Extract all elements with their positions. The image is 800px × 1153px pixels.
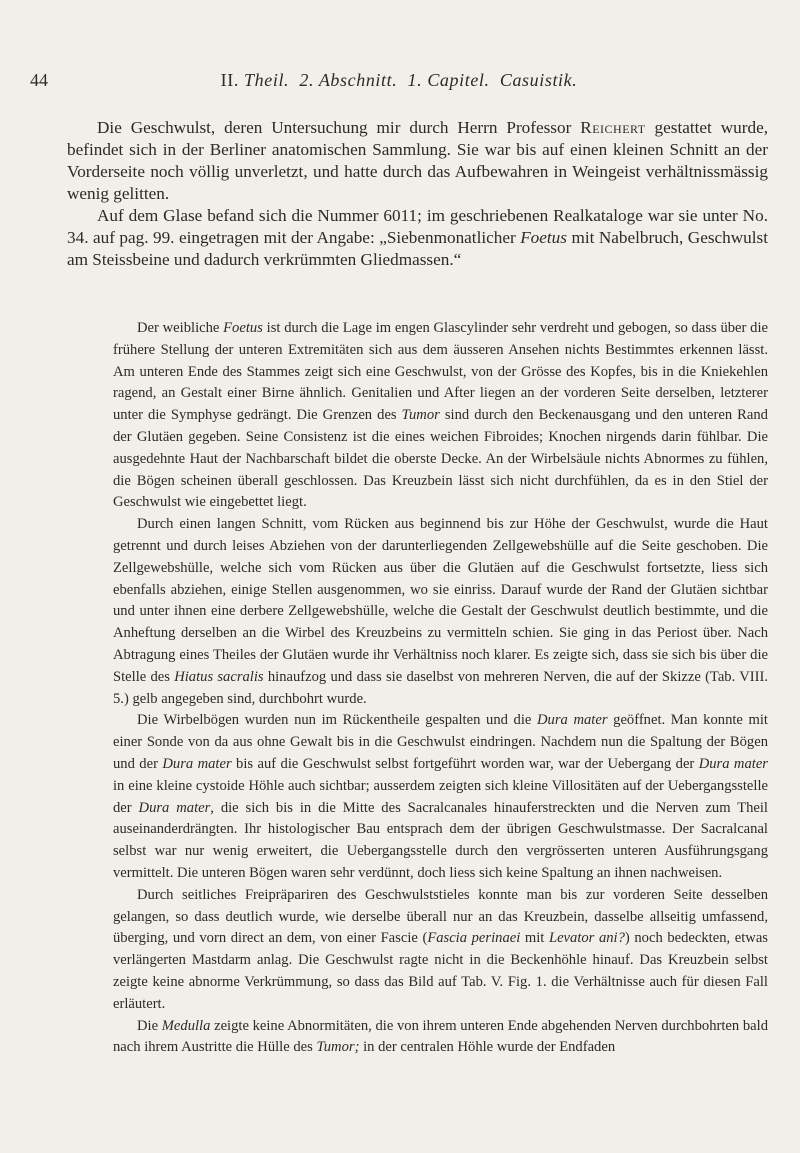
text-run: Die <box>137 1017 162 1034</box>
italic-term: Foetus <box>223 320 263 336</box>
text-run: in eine kleine cystoide Höhle auch sichtbar; ausserdem zeigten sich kleine Villositäten auf der Uebergangsstelle der <box>113 777 768 816</box>
running-head-capitel: 1. Capitel. <box>407 70 490 90</box>
text-run: zeigte keine Abnormitäten, die von ihrem unteren Ende abgehenden Nerven durchbohrten bald nach ihrem Austritte die Hülle des <box>113 1017 768 1056</box>
text-run: ist durch die Lage im engen Glascylinder sehr verdreht und gebogen, so dass über die frühere Stellung der unteren Extremitäten sich aus dem äusseren Ansehen nichts Bestimmtes erkennen lässt. Am unteren Ende des Stammes zeigt sich eine Geschwulst, von der Grösse des Kopfes, bis in die Kniekehlen ragend, an Gestalt einer Birne ähnlich. Genitalien und After liegen an der vorderen Seite derselben, letzterer unter die Symphyse gedrängt. Die Grenzen des <box>113 320 768 424</box>
page-header <box>30 70 768 96</box>
paragraph-external-exam <box>113 318 768 514</box>
italic-term: Dura mater <box>138 799 211 816</box>
main-text <box>67 117 768 271</box>
italic-term: Dura mater <box>162 755 232 772</box>
paragraph-vertebrae <box>113 710 768 884</box>
text-run: geöffnet. Man konnte mit einer Sonde von da aus ohne Gewalt bis in die Geschwulst eindringen. Nachdem nun die Spaltung der Bögen und der <box>113 712 768 772</box>
italic-term: Hiatus sacralis <box>174 668 264 685</box>
paragraph-stalk <box>113 885 768 1016</box>
text-run: hinaufzog und dass sie daselbst von mehreren Nerven, die auf der Skizze (Tab. VIII. 5.) gelb angegeben sind, durchbohrt wurde. <box>113 668 768 707</box>
paragraph-medulla <box>113 1016 768 1060</box>
page-number: 44 <box>30 70 48 90</box>
paragraph-intro <box>67 117 768 205</box>
text-run: Die Geschwulst, deren Untersuchung mir durch Herrn Professor <box>97 118 581 137</box>
text-run: Der weibliche <box>137 320 224 336</box>
text-run: Auf dem Glase befand sich die Nummer 6011; im geschriebenen Realkataloge war sie unter No. 34. auf pag. 99. eingetragen mit der Angabe: „Siebenmonatlicher <box>67 206 768 247</box>
paragraph-dissection <box>113 514 768 710</box>
case-description <box>113 318 768 1059</box>
italic-term: Dura mater <box>698 755 768 772</box>
italic-term: Medulla <box>161 1017 211 1034</box>
running-head-part: II. <box>220 70 239 90</box>
text-run: , die sich bis in die Mitte des Sacralcanales hinauferstreckten und die Nerven zum Theil auseinanderdrängten. Ihr histologischer Bau entsprach dem der übrigen Geschwulstmasse. Der Sacralcanal selbst war nur wenig erweitert, die Uebergangsstelle durch den vergrösserten unteren Ausführungsgang vermittelt. Die unteren Bögen waren sehr verdünnt, doch liess sich keine Spaltung an ihnen nachweisen. <box>113 799 768 881</box>
running-head <box>30 70 768 91</box>
text-run: bis auf die Geschwulst selbst fortgeführt worden war, war der Uebergang der <box>231 755 699 772</box>
italic-term: Foetus <box>520 228 567 247</box>
running-head-casuistik: Casuistik. <box>499 70 578 90</box>
italic-term: Tumor <box>401 407 440 424</box>
author-name: Reichert <box>580 118 646 137</box>
running-head-theil: Theil. <box>244 70 290 90</box>
paragraph-catalogue <box>67 205 768 271</box>
text-run: gestattet wurde, befindet sich in der Berliner anatomischen Sammlung. Sie war bis auf einen kleinen Schnitt an der Vorderseite noch völlig unverletzt, und hatte durch das Aufbewahren in Weingeist verhältnissmässig wenig gelitten. <box>67 118 768 203</box>
text-run: sind durch den Beckenausgang und den unteren Rand der Glutäen gegeben. Seine Consistenz ist die eines weichen Fibroides; Knochen nirgends darin fühlbar. Die ausgedehnte Haut der Nachbarschaft bildet die oberste Decke. An der Wirbelsäule nichts Abnormes zu fühlen, die Bögen scheinen überall geschlossen. Das Kreuzbein lässt sich nicht durchfühlen, da es in den Stiel der Geschwulst wie eingebettet liegt. <box>113 407 768 511</box>
text-run: ) noch bedeckten, etwas verlängerten Mastdarm anlag. Die Geschwulst ragte nicht in die Beckenhöhle hinauf. Das Kreuzbein selbst zeigte keine abnorme Verkrümmung, so dass das Bild auf Tab. V. Fig. 1. die Verhältnisse auch für diesen Fall erläutert. <box>113 930 768 1012</box>
italic-term: Dura mater <box>537 712 608 729</box>
text-run: in der centralen Höhle wurde der Endfaden <box>359 1039 616 1056</box>
italic-term: Levator ani? <box>548 930 625 947</box>
italic-term: Tumor; <box>316 1039 360 1056</box>
text-run: mit <box>520 930 549 947</box>
italic-term: Fascia perinaei <box>427 930 521 947</box>
text-run: Durch seitliches Freipräpariren des Geschwulststieles konnte man bis zur vorderen Seite desselben gelangen, so dass deutlich wurde, wie derselbe überall nur an das Kreuzbein, dasselbe allseitig umfassend, überging, und vorn direct an dem, von einer Fascie ( <box>113 886 768 947</box>
running-head-abschnitt: 2. Abschnitt. <box>299 70 398 90</box>
text-run: mit Nabelbruch, Geschwulst am Steissbeine und dadurch verkrümmten Gliedmassen.“ <box>67 228 769 269</box>
text-run: Durch einen langen Schnitt, vom Rücken aus beginnend bis zur Höhe der Geschwulst, wurde die Haut getrennt und durch leises Abziehen von der darunterliegenden Zellgewebshülle auf die Seite geschoben. Die Zellgewebshülle, welche sich vom Rücken aus über die Glutäen auf die Geschwulst fortsetzte, liess sich ebenfalls abziehen, einige Stellen ausgenommen, wo sie einriss. Darauf wurde der Rand der Glutäen sichtbar und unter ihnen eine derbere Zellgewebshülle, welche die Gestalt der Geschwulst deutlich bestimmte, und die Anheftung derselben an die Wirbel des Kreuzbeins zu vermitteln schien. Sie ging in das Periost über. Nach Abtragung eines Theiles der Glutäen wurde ihr Verhältniss noch klarer. Es zeigte sich, dass sie sich bis über die Stelle des <box>113 516 768 685</box>
text-run: Die Wirbelbögen wurden nun im Rückentheile gespalten und die <box>137 712 538 729</box>
